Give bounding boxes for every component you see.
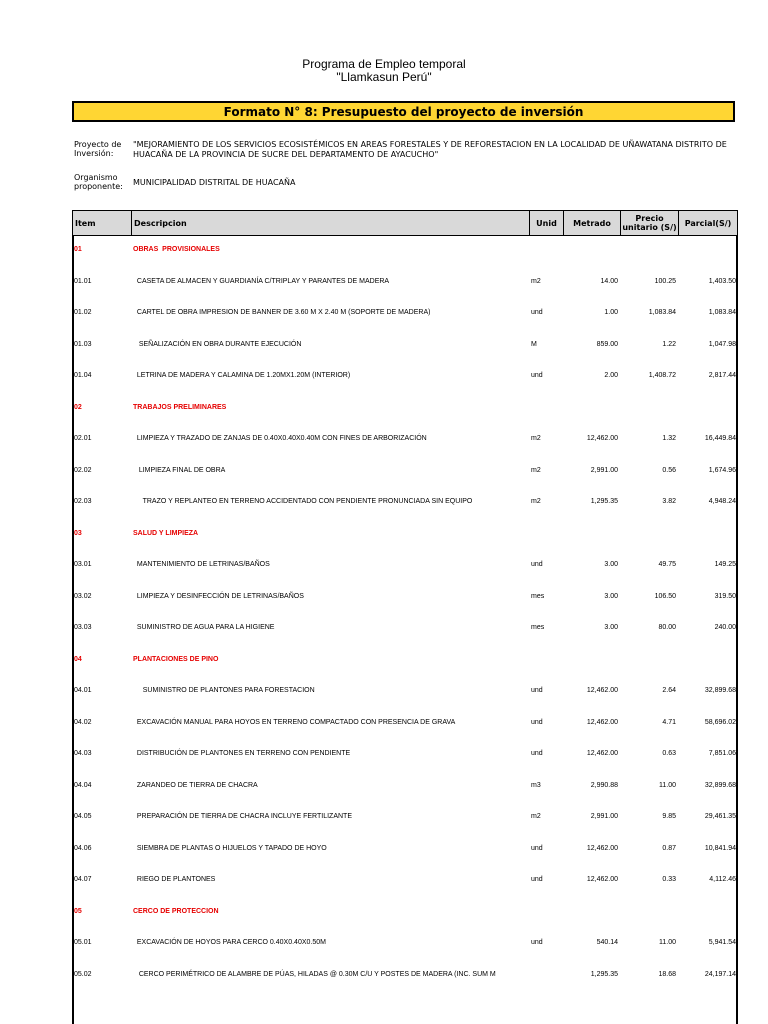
proyecto-label-2: Inversión: [74, 149, 114, 158]
col-header-metrado: Metrado [564, 211, 621, 235]
cell-unid: m2 [531, 435, 541, 442]
cell-metrado: 12,462.00 [586, 876, 618, 883]
cell-descripcion: MANTENIMIENTO DE LETRINAS/BAÑOS [133, 561, 270, 568]
cell-unid: und [531, 939, 543, 946]
cell-item: 03.02 [74, 592, 92, 600]
cell-precio: 11.00 [659, 781, 676, 789]
cell-precio: 11.00 [659, 939, 676, 946]
table-row [72, 968, 738, 982]
col-header-descripcion: Descripcion [132, 211, 530, 235]
formato-title: Formato N° 8: Presupuesto del proyecto de inversión [72, 101, 735, 122]
program-subtitle: "Llamkasun Perú" [336, 70, 432, 84]
cell-descripcion: DISTRIBUCIÓN DE PLANTONES EN TERRENO CON PENDIENTE [133, 750, 351, 757]
cell-precio: 0.56 [662, 466, 676, 474]
organismo-value: MUNICIPALIDAD DISTRITAL DE HUACAÑA [133, 178, 296, 187]
proyecto-value: "MEJORAMIENTO DE LOS SERVICIOS ECOSISTÉMICOS EN AREAS FORESTALES Y DE REFORESTACION EN LA LOCALIDAD DE UÑAWATANA DISTRITO DE HUACAÑA DE LA PROVINCIA DE SUCRE DEL DEPARTAMENTO DE AYACUCHO" [133, 140, 727, 159]
cell-unid: und [531, 687, 543, 694]
cell-descripcion: CASETA DE ALMACEN Y GUARDIANÍA C/TRIPLAY Y PARANTES DE MADERA [133, 277, 390, 285]
cell-item: 04.05 [74, 813, 92, 820]
cell-metrado: 14.00 [600, 277, 618, 285]
cell-unid: und [531, 561, 543, 568]
cell-precio: 1.32 [662, 435, 676, 442]
cell-item: 04.06 [74, 844, 92, 852]
cell-metrado: 859.00 [596, 340, 618, 348]
cell-precio: 18.68 [658, 970, 676, 978]
cell-parcial: 1,083.84 [708, 309, 736, 316]
cell-precio: 0.33 [662, 876, 676, 883]
cell-precio: 49.75 [658, 561, 676, 568]
cell-item: 05.02 [74, 970, 92, 978]
col-header-item: Item [73, 211, 132, 235]
cell-metrado: 3.00 [604, 561, 618, 568]
table-row [72, 558, 738, 572]
cell-descripcion: TRABAJOS PRELIMINARES [133, 403, 227, 411]
cell-parcial: 319.50 [714, 592, 736, 600]
table-row [72, 779, 738, 793]
cell-descripcion: ZARANDEO DE TIERRA DE CHACRA [133, 781, 258, 789]
cell-metrado: 1.00 [604, 309, 618, 316]
cell-precio: 0.63 [662, 750, 676, 757]
cell-unid: m2 [531, 466, 541, 474]
cell-precio: 1,408.72 [648, 372, 676, 379]
program-title: Programa de Empleo temporal [302, 57, 466, 71]
cell-metrado: 12,462.00 [586, 750, 618, 757]
cell-precio: 1,083.84 [648, 309, 676, 316]
cell-precio: 2.64 [662, 687, 676, 694]
proyecto-label-1: Proyecto de [74, 140, 122, 149]
cell-descripcion: SIEMBRA DE PLANTAS O HIJUELOS Y TAPADO DE HOYO [133, 844, 327, 852]
cell-parcial: 29,461.35 [704, 813, 736, 820]
cell-parcial: 10,841.94 [704, 844, 736, 852]
cell-descripcion: SALUD Y LIMPIEZA [133, 529, 199, 537]
cell-descripcion: CERCO PERIMÉTRICO DE ALAMBRE DE PÚAS, HILADAS @ 0.30M C/U Y POSTES DE MADERA (INC. SUM M [133, 970, 496, 978]
cell-metrado: 1,295.35 [590, 970, 618, 978]
cell-item: 04.03 [74, 750, 92, 757]
cell-precio: 4.71 [662, 718, 676, 726]
table-row [72, 432, 738, 446]
cell-unid: m2 [531, 813, 541, 820]
table-row [72, 810, 738, 824]
cell-descripcion: PREPARACIÓN DE TIERRA DE CHACRA INCLUYE FERTILIZANTE [133, 813, 352, 820]
cell-metrado: 12,462.00 [586, 687, 618, 694]
table-row [72, 369, 738, 383]
cell-precio: 9.85 [662, 813, 676, 820]
cell-metrado: 2,991.00 [590, 813, 618, 820]
cell-parcial: 16,449.84 [704, 435, 736, 442]
cell-descripcion: EXCAVACIÓN DE HOYOS PARA CERCO 0.40X0.40X0.50M [133, 939, 326, 946]
cell-precio: 0.87 [662, 844, 676, 852]
col-header-unid: Unid [530, 211, 564, 235]
cell-metrado: 3.00 [604, 592, 618, 600]
table-row [72, 621, 738, 635]
col-header-parcial: Parcial(S/) [684, 218, 732, 228]
cell-item: 01.03 [74, 340, 92, 348]
cell-unid: mes [531, 624, 545, 631]
cell-descripcion: LETRINA DE MADERA Y CALAMINA DE 1.20MX1.20M (INTERIOR) [133, 372, 351, 379]
cell-item: 01.04 [74, 372, 92, 379]
table-row [72, 275, 738, 289]
section-row [72, 527, 738, 541]
cell-item: 01.01 [74, 277, 92, 285]
cell-metrado: 12,462.00 [586, 718, 618, 726]
cell-item: 04.02 [74, 718, 92, 726]
cell-parcial: 2,817.44 [708, 372, 736, 379]
cell-precio: 100.25 [654, 277, 676, 285]
cell-parcial: 4,112.46 [709, 876, 736, 883]
cell-parcial: 1,403.50 [708, 277, 736, 285]
cell-item: 05 [74, 907, 82, 915]
cell-item: 03.01 [74, 561, 92, 568]
table-row [72, 873, 738, 887]
cell-item: 05.01 [74, 939, 92, 946]
cell-item: 04 [74, 655, 82, 663]
cell-unid: mes [531, 592, 545, 600]
cell-descripcion: LIMPIEZA FINAL DE OBRA [133, 466, 226, 474]
cell-parcial: 1,047.98 [708, 340, 736, 348]
cell-descripcion: SUMINISTRO DE PLANTONES PARA FORESTACION [133, 687, 315, 694]
cell-descripcion: PLANTACIONES DE PINO [133, 655, 219, 663]
col-header-precio [621, 211, 679, 235]
cell-metrado: 12,462.00 [586, 844, 618, 852]
table-row [72, 338, 738, 352]
table-row [72, 495, 738, 509]
cell-unid: m3 [531, 781, 541, 789]
table-row [72, 464, 738, 478]
cell-metrado: 1,295.35 [590, 498, 618, 505]
section-row [72, 401, 738, 415]
col-header-precio-line2: unitario (S/) [622, 223, 677, 232]
cell-parcial: 24,197.14 [704, 970, 736, 978]
table-row [72, 684, 738, 698]
cell-item: 02.02 [74, 466, 92, 474]
cell-unid: und [531, 309, 543, 316]
cell-descripcion: TRAZO Y REPLANTEO EN TERRENO ACCIDENTADO CON PENDIENTE PRONUNCIADA SIN EQUIPO [133, 498, 473, 505]
table-row [72, 306, 738, 320]
cell-unid: und [531, 718, 543, 726]
cell-descripcion: SUMINISTRO DE AGUA PARA LA HIGIENE [133, 624, 275, 631]
cell-metrado: 12,462.00 [586, 435, 618, 442]
cell-item: 02 [74, 403, 82, 411]
cell-parcial: 32,899.68 [704, 781, 736, 789]
cell-unid: m2 [531, 498, 541, 505]
cell-item: 02.01 [74, 435, 92, 442]
cell-parcial: 149.25 [714, 561, 736, 568]
cell-item: 04.01 [74, 687, 92, 694]
organismo-label-1: Organismo [74, 173, 118, 182]
cell-parcial: 32,899.68 [704, 687, 736, 694]
table-row [72, 747, 738, 761]
cell-descripcion: EXCAVACIÓN MANUAL PARA HOYOS EN TERRENO COMPACTADO CON PRESENCIA DE GRAVA [133, 718, 456, 726]
cell-precio: 80.00 [658, 624, 676, 631]
cell-descripcion: OBRAS PROVISIONALES [133, 246, 220, 253]
cell-precio: 1.22 [662, 340, 676, 348]
cell-precio: 3.82 [662, 498, 676, 505]
cell-item: 04.07 [74, 876, 92, 883]
cell-parcial: 7,851.06 [708, 750, 736, 757]
col-header-precio-line1: Precio [635, 214, 664, 223]
cell-unid: m2 [531, 277, 541, 285]
cell-parcial: 1,674.96 [708, 466, 736, 474]
cell-item: 04.04 [74, 781, 92, 789]
cell-descripcion: LIMPIEZA Y TRAZADO DE ZANJAS DE 0.40X0.40X0.40M CON FINES DE ARBORIZACIÓN [133, 435, 427, 442]
organismo-label-2: proponente: [74, 182, 123, 191]
cell-item: 02.03 [74, 498, 92, 505]
cell-unid: M [531, 340, 537, 348]
cell-item: 01 [74, 246, 82, 253]
table-row [72, 716, 738, 730]
table-row [72, 936, 738, 950]
cell-metrado: 3.00 [604, 624, 618, 631]
table-row [72, 590, 738, 604]
cell-descripcion: RIEGO DE PLANTONES [133, 876, 216, 883]
cell-unid: und [531, 844, 543, 852]
table-header [72, 210, 738, 236]
cell-descripcion: SEÑALIZACIÓN EN OBRA DURANTE EJECUCIÓN [133, 340, 302, 348]
cell-item: 03.03 [74, 624, 92, 631]
cell-parcial: 5,941.54 [708, 939, 736, 946]
cell-unid: und [531, 876, 543, 883]
cell-metrado: 2,990.88 [590, 781, 618, 789]
cell-parcial: 58,696.02 [704, 718, 736, 726]
section-row [72, 243, 738, 257]
cell-item: 03 [74, 529, 82, 537]
cell-unid: und [531, 750, 543, 757]
table-row [72, 842, 738, 856]
cell-precio: 106.50 [654, 592, 676, 600]
cell-parcial: 4,948.24 [708, 498, 736, 505]
cell-descripcion: LIMPIEZA Y DESINFECCIÓN DE LETRINAS/BAÑOS [133, 592, 304, 600]
cell-unid: und [531, 372, 543, 379]
cell-metrado: 540.14 [596, 939, 618, 946]
cell-descripcion: CERCO DE PROTECCION [133, 907, 219, 915]
cell-descripcion: CARTEL DE OBRA IMPRESION DE BANNER DE 3.60 M X 2.40 M (SOPORTE DE MADERA) [133, 309, 431, 316]
section-row [72, 905, 738, 919]
cell-item: 01.02 [74, 309, 92, 316]
cell-metrado: 2,991.00 [590, 466, 618, 474]
cell-parcial: 240.00 [714, 624, 736, 631]
section-row [72, 653, 738, 667]
cell-metrado: 2.00 [604, 372, 618, 379]
